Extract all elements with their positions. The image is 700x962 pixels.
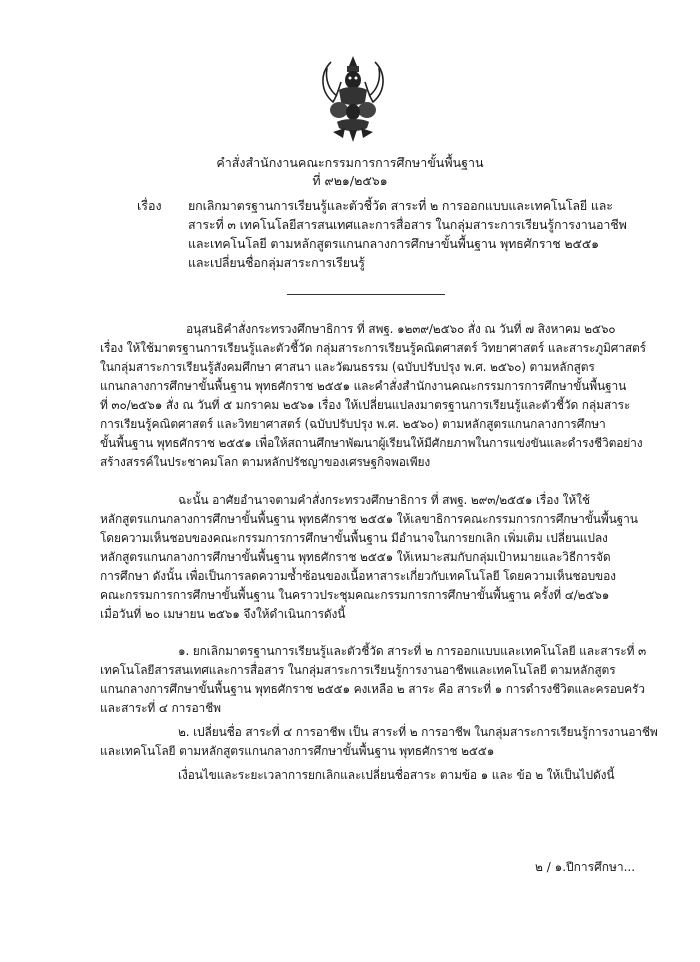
paragraph-line: อนุสนธิคำสั่งกระทรวงศึกษาธิการ ที่ สพฐ. ๑๒๓๙/๒๕๖๐ สั่ง ณ วันที่ ๗ สิงหาคม ๒๕๖๐ [186,322,616,336]
divider-line [287,294,445,295]
paragraph-line: ฉะนั้น อาศัยอำนาจตามคำสั่งกระทรวงศึกษาธิการ ที่ สพฐ. ๒๙๓/๒๕๕๑ เรื่อง ให้ใช้ [178,493,590,507]
paragraph-line: การเรียนรู้คณิตศาสตร์ และวิทยาศาสตร์ (ฉบับปรับปรุง พ.ศ. ๒๕๖๐) ตามหลักสูตรแกนกลางการศึกษา [100,417,606,431]
paragraph-line: ที่ ๓๐/๒๕๖๑ สั่ง ณ วันที่ ๕ มกราคม ๒๕๖๑ เรื่อง ให้เปลี่ยนแปลงมาตรฐานการเรียนรู้และตัวชี้วัด กลุ่มสาระ [100,398,631,412]
subject-line: และเปลี่ยนชื่อกลุ่มสาระการเรียนรู้ [188,255,365,270]
subject-line: และเทคโนโลยี ตามหลักสูตรแกนกลางการศึกษาขั้นพื้นฐาน พุทธศักราช ๒๕๕๑ [188,236,599,251]
conditions-line: เงื่อนไขและระยะเวลาการยกเลิกและเปลี่ยนชื่อสาระ ตามข้อ ๑ และ ข้อ ๒ ให้เป็นไปดังนี้ [178,768,615,782]
paragraph-line: การศึกษา ดังนั้น เพื่อเป็นการลดความซ้ำซ้อนของเนื้อหาสาระเกี่ยวกับเทคโนโลยี โดยความเห็นชอบของ [100,569,616,583]
item-1-line: ๑. ยกเลิกมาตรฐานการเรียนรู้และตัวชี้วัด สาระที่ ๒ การออกแบบและเทคโนโลยี และสาระที่ ๓ [178,644,647,658]
garuda-emblem-icon [315,52,391,142]
item-2-line: และเทคโนโลยี ตามหลักสูตรแกนกลางการศึกษาขั้นพื้นฐาน พุทธศักราช ๒๕๕๑ [100,744,495,758]
continuation-ref: ๒ / ๑.ปีการศึกษา... [535,860,636,874]
order-number: ที่ ๙๒๑/๒๕๖๑ [312,173,388,188]
paragraph-line: หลักสูตรแกนกลางการศึกษาขั้นพื้นฐาน พุทธศักราช ๒๕๕๑ ให้เลขาธิการคณะกรรมการการศึกษาขั้นพื้นฐาน [100,512,638,526]
paragraph-line: ขั้นพื้นฐาน พุทธศักราช ๒๕๕๑ เพื่อให้สถานศึกษาพัฒนาผู้เรียนให้มีศักยภาพในการแข่งขันและดำรงชีวิตอย่าง [100,436,643,450]
paragraph-line: แกนกลางการศึกษาขั้นพื้นฐาน พุทธศักราช ๒๕๕๑ และคำสั่งสำนักงานคณะกรรมการการศึกษาขั้นพื้นฐาน [100,379,627,393]
item-1-line: เทคโนโลยีสารสนเทศและการสื่อสาร ในกลุ่มสาระการเรียนรู้การงานอาชีพและเทคโนโลยี ตามหลักสูตร [100,663,616,677]
item-1-line: แกนกลางการศึกษาขั้นพื้นฐาน พุทธศักราช ๒๕๕๑ คงเหลือ ๒ สาระ คือ สาระที่ ๑ การดำรงชีวิตและครอบครัว [100,682,645,696]
order-title: คำสั่งสำนักงานคณะกรรมการการศึกษาขั้นพื้นฐาน [216,155,484,170]
paragraph-line: สร้างสรรค์ในประชาคมโลก ตามหลักปรัชญาของเศรษฐกิจพอเพียง [100,455,431,469]
paragraph-line: เมื่อวันที่ ๒๐ เมษายน ๒๕๖๑ จึงให้ดำเนินการดังนี้ [100,607,346,621]
item-2-line: ๒. เปลี่ยนชื่อ สาระที่ ๔ การอาชีพ เป็น สาระที่ ๒ การอาชีพ ในกลุ่มสาระการเรียนรู้การงานอาชีพ [178,725,658,739]
subject-line: สาระที่ ๓ เทคโนโลยีสารสนเทศและการสื่อสาร ในกลุ่มสาระการเรียนรู้การงานอาชีพ [188,217,627,232]
subject-label: เรื่อง [137,198,162,213]
paragraph-line: คณะกรรมการการศึกษาขั้นพื้นฐาน ในคราวประชุมคณะกรรมการการศึกษาขั้นพื้นฐาน ครั้งที่ ๔/๒๕๖๑ [100,588,610,602]
paragraph-line: โดยความเห็นชอบของคณะกรรมการการศึกษาขั้นพื้นฐาน มีอำนาจในการยกเลิก เพิ่มเติม เปลี่ยนแปลง [100,531,608,545]
item-1-line: และสาระที่ ๔ การอาชีพ [100,701,221,715]
paragraph-line: หลักสูตรแกนกลางการศึกษาขั้นพื้นฐาน พุทธศักราช ๒๕๕๑ ให้เหมาะสมกับกลุ่มเป้าหมายและวิธีการจัด [100,550,611,564]
paragraph-line: เรื่อง ให้ใช้มาตรฐานการเรียนรู้และตัวชี้วัด กลุ่มสาระการเรียนรู้คณิตศาสตร์ วิทยาศาสตร์ และสาระภูมิศาสตร์ [100,341,646,355]
paragraph-line: ในกลุ่มสาระการเรียนรู้สังคมศึกษา ศาสนา และวัฒนธรรม (ฉบับปรับปรุง พ.ศ. ๒๕๖๐) ตามหลักสูตร [100,360,595,374]
subject-line: ยกเลิกมาตรฐานการเรียนรู้และตัวชี้วัด สาระที่ ๒ การออกแบบและเทคโนโลยี และ [188,198,613,213]
